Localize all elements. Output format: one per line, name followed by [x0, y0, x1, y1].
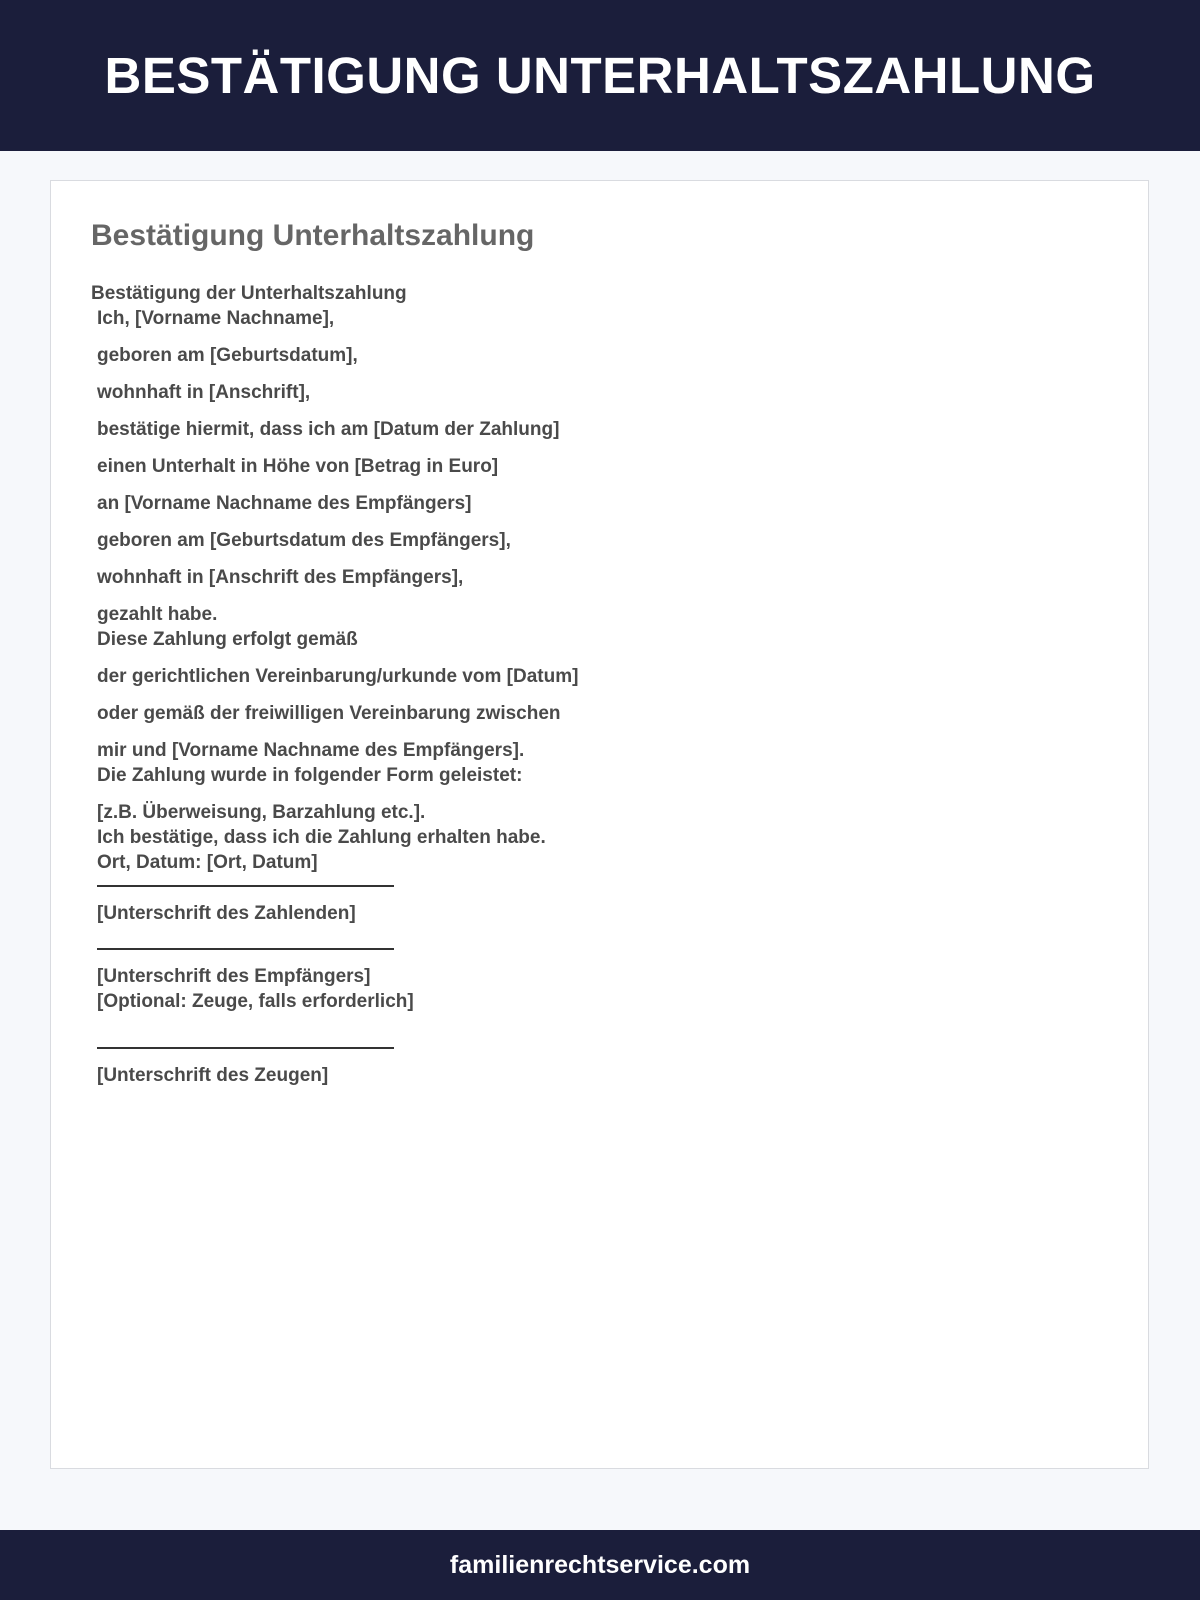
text-line: Ich, [Vorname Nachname],: [97, 308, 335, 329]
text-line: oder gemäß der freiwilligen Vereinbarung zwischen: [97, 703, 561, 724]
document-card: [50, 180, 1149, 1469]
payer-statement: [97, 306, 991, 1088]
text-line: wohnhaft in [Anschrift],: [97, 382, 311, 403]
document-body: [91, 281, 991, 1088]
text-line: Diese Zahlung erfolgt gemäß: [97, 629, 358, 650]
header-banner: [0, 0, 1200, 151]
footer-website: familienrechtservice.com: [449, 1550, 751, 1579]
text-line: geboren am [Geburtsdatum],: [97, 345, 358, 366]
text-line: geboren am [Geburtsdatum des Empfängers],: [97, 530, 511, 551]
confirmation-text: Ich bestätige, dass ich die Zahlung erhalten habe.: [97, 827, 546, 848]
place-date-field: Ort, Datum: [Ort, Datum]: [97, 852, 318, 873]
signature-line: [97, 885, 394, 887]
text-line: gezahlt habe.: [97, 604, 218, 625]
signature-line: [97, 1047, 394, 1049]
text-line: [z.B. Überweisung, Barzahlung etc.].: [97, 802, 426, 823]
page-title: BESTÄTIGUNG UNTERHALTSZAHLUNG: [104, 47, 1096, 104]
text-line: der gerichtlichen Vereinbarung/urkunde vom [Datum]: [97, 666, 579, 687]
signature-label-witness: [Unterschrift des Zeugen]: [97, 1065, 329, 1086]
witness-note: [Optional: Zeuge, falls erforderlich]: [97, 991, 414, 1012]
document-title: Bestätigung Unterhaltszahlung: [91, 219, 535, 252]
signature-line: [97, 948, 394, 950]
text-line: mir und [Vorname Nachname des Empfängers].: [97, 740, 525, 761]
footer-banner: [0, 1530, 1200, 1600]
text-line: bestätige hiermit, dass ich am [Datum der Zahlung]: [97, 419, 560, 440]
text-line: einen Unterhalt in Höhe von [Betrag in Euro]: [97, 456, 499, 477]
text-line: wohnhaft in [Anschrift des Empfängers],: [97, 567, 464, 588]
text-line: Die Zahlung wurde in folgender Form geleistet:: [97, 765, 523, 786]
text-line: an [Vorname Nachname des Empfängers]: [97, 493, 472, 514]
signature-label-recipient: [Unterschrift des Empfängers]: [97, 966, 371, 987]
signature-label-payer: [Unterschrift des Zahlenden]: [97, 903, 356, 924]
document-subtitle: Bestätigung der Unterhaltszahlung: [91, 283, 407, 304]
